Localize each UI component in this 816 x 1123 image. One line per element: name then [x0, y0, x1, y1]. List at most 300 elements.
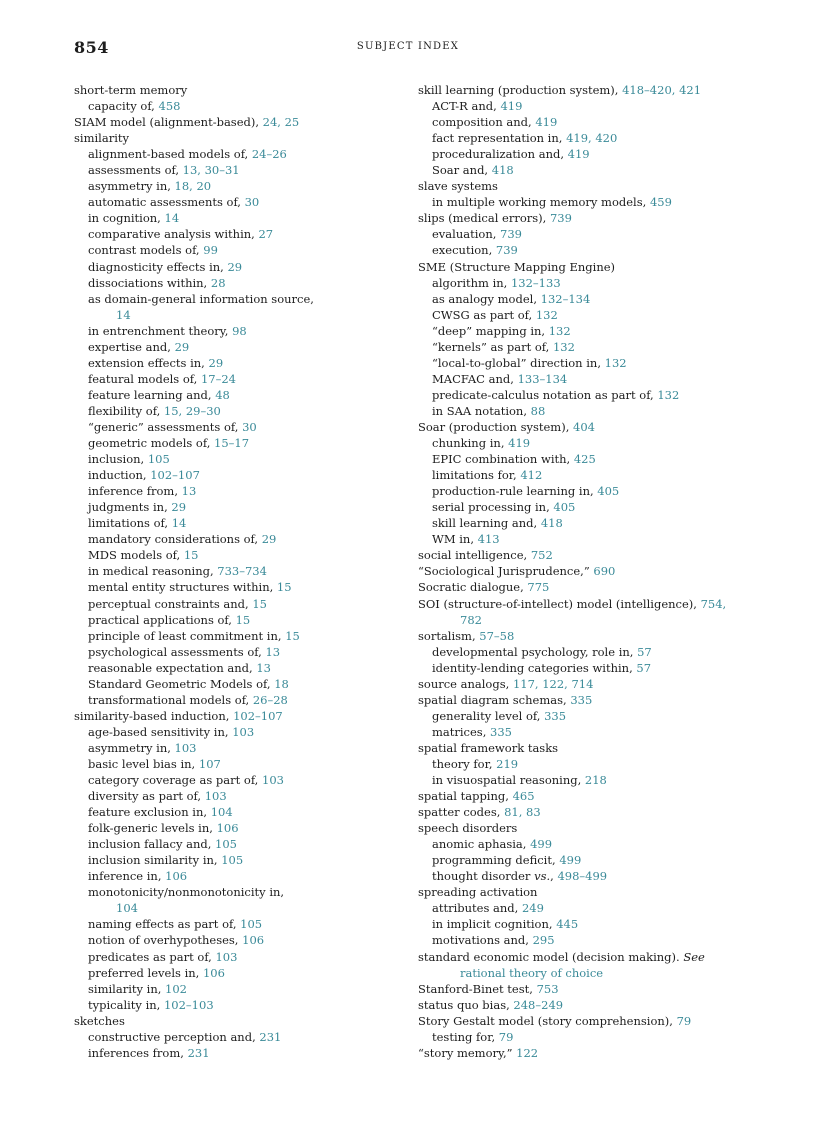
page-reference[interactable]: 29 — [261, 532, 277, 547]
page-reference[interactable]: 132 — [535, 307, 558, 322]
index-entry — [418, 628, 748, 644]
index-subentry — [74, 483, 400, 499]
page-reference[interactable]: 690 — [593, 564, 616, 579]
page-reference[interactable]: 419 — [500, 99, 523, 114]
entry-term: SOI (structure-of-intellect) model (intelligence), — [418, 596, 701, 611]
entry-term: reasonable expectation and, — [88, 660, 257, 675]
entry-term: skill learning (production system), — [418, 83, 623, 97]
index-subentry — [418, 708, 748, 724]
page-reference[interactable]: 425 — [573, 452, 596, 467]
entry-term: Stanford-Binet test, — [418, 981, 537, 996]
index-subentry — [74, 884, 400, 900]
page-reference[interactable]: 15 — [252, 596, 267, 611]
index-subentry — [418, 130, 748, 146]
page-reference[interactable]: 13, 30–31 — [182, 163, 240, 178]
page-reference[interactable]: 14 — [171, 516, 187, 531]
entry-term: spreading activation — [418, 885, 538, 900]
page-reference[interactable]: 459 — [649, 195, 672, 210]
index-subentry — [418, 435, 748, 451]
entry-term: “generic” assessments of, — [88, 419, 243, 434]
page-reference[interactable]: 335 — [490, 724, 512, 739]
index-subentry — [74, 547, 400, 563]
page-reference[interactable]: 105 — [240, 917, 263, 932]
page-reference[interactable]: 104 — [116, 901, 138, 916]
page-reference[interactable]: 249 — [521, 901, 544, 916]
index-subentry — [74, 788, 400, 804]
entry-term: inclusion, — [88, 452, 148, 467]
page-reference[interactable]: 106 — [242, 933, 265, 948]
page-reference[interactable]: 405 — [597, 484, 620, 499]
page-reference[interactable]: 98 — [232, 323, 247, 338]
page-reference[interactable]: 418 — [540, 516, 563, 531]
page-reference[interactable]: 499 — [530, 837, 553, 852]
page-reference[interactable]: 48 — [215, 387, 230, 402]
index-entry — [418, 210, 748, 226]
entry-term: judgments in, — [88, 500, 172, 515]
entry-term: constructive perception and, — [88, 1029, 260, 1044]
entry-term: notion of overhypotheses, — [88, 933, 243, 948]
page-reference[interactable]: 106 — [202, 965, 225, 980]
page-reference[interactable]: 102–107 — [233, 708, 283, 723]
index-entry — [418, 547, 748, 563]
index-subentry — [74, 323, 400, 339]
page-reference[interactable]: 103 — [215, 949, 238, 964]
page-reference[interactable]: 14 — [116, 307, 131, 322]
entry-term: WM in, — [432, 532, 478, 547]
page-reference[interactable]: 29 — [227, 259, 243, 274]
index-subentry — [418, 916, 748, 932]
entry-term: motivations and, — [432, 933, 533, 948]
entry-term: “deep” mapping in, — [432, 323, 549, 338]
page-reference[interactable]: 13 — [256, 660, 271, 675]
entry-term: as analogy model, — [432, 291, 541, 306]
entry-term: mental entity structures within, — [88, 580, 277, 595]
entry-term: comparative analysis within, — [88, 227, 259, 242]
entry-term: dissociations within, — [88, 275, 211, 290]
index-subentry — [74, 868, 400, 884]
index-subentry — [74, 612, 400, 628]
entry-term: inclusion similarity in, — [88, 853, 222, 868]
page-reference[interactable]: 419, 420 — [566, 131, 618, 146]
page-reference[interactable]: 103 — [174, 740, 197, 755]
entry-term: sketches — [74, 1013, 125, 1028]
page-reference[interactable]: 24, 25 — [262, 115, 300, 130]
page-reference[interactable]: 753 — [536, 981, 559, 996]
index-subentry — [74, 836, 400, 852]
index-subentry — [418, 836, 748, 852]
page-reference[interactable]: 412 — [520, 468, 543, 483]
page-reference[interactable]: 782 — [460, 612, 482, 627]
index-subentry — [74, 579, 400, 595]
index-column-left — [74, 82, 400, 1061]
index-entry-continuation — [74, 900, 400, 916]
index-subentry — [74, 1029, 400, 1045]
index-subentry — [74, 820, 400, 836]
page-reference[interactable]: 335 — [544, 708, 567, 723]
index-subentry — [74, 435, 400, 451]
entry-term: in SAA notation, — [432, 403, 531, 418]
entry-term: CWSG as part of, — [432, 307, 536, 322]
entry-term: induction, — [88, 468, 151, 483]
entry-term: transformational models of, — [88, 692, 253, 707]
page-reference[interactable]: 57–58 — [479, 628, 515, 643]
entry-term: production-rule learning in, — [432, 484, 598, 499]
index-subentry — [74, 419, 400, 435]
entry-term: Soar (production system), — [418, 419, 574, 434]
entry-term: skill learning and, — [432, 516, 541, 531]
page-reference[interactable]: 79 — [676, 1013, 692, 1028]
index-entry — [74, 130, 400, 146]
page-reference[interactable]: 105 — [221, 853, 244, 868]
index-subentry — [74, 740, 400, 756]
index-entry — [418, 579, 748, 595]
page-reference[interactable]: 498–499 — [557, 869, 608, 884]
entry-term: predicates as part of, — [88, 949, 216, 964]
entry-term: “local-to-global” direction in, — [432, 355, 605, 370]
index-subentry — [418, 146, 748, 162]
page-reference[interactable]: 57 — [636, 660, 652, 675]
entry-term: perceptual constraints and, — [88, 596, 253, 611]
page-reference[interactable]: 739 — [495, 243, 518, 258]
index-entry — [74, 1013, 400, 1029]
entry-term: slave systems — [418, 179, 498, 194]
entry-term: fact representation in, — [432, 131, 567, 146]
entry-term: feature exclusion in, — [88, 805, 211, 820]
index-entry — [418, 949, 748, 965]
index-subentry — [418, 194, 748, 210]
entry-term: inclusion fallacy and, — [88, 837, 216, 852]
page-reference[interactable]: 754, — [700, 596, 727, 611]
index-subentry — [418, 932, 748, 948]
page-reference[interactable]: 13 — [181, 484, 197, 499]
page-reference[interactable]: 18, 20 — [174, 179, 212, 194]
entry-term: spatter codes, — [418, 805, 505, 820]
entry-term: naming effects as part of, — [88, 917, 241, 932]
page-reference[interactable]: 13 — [265, 644, 281, 659]
index-subentry — [74, 644, 400, 660]
index-subentry — [74, 339, 400, 355]
entry-term: similarity — [74, 131, 129, 146]
entry-term: automatic assessments of, — [88, 195, 245, 210]
index-subentry — [74, 194, 400, 210]
page-reference[interactable]: 15 — [235, 612, 251, 627]
index-subentry — [74, 387, 400, 403]
page-reference[interactable]: 733–734 — [217, 564, 267, 579]
entry-term: basic level bias in, — [88, 756, 199, 771]
entry-term: predicate-calculus notation as part of, — [432, 387, 658, 402]
index-subentry — [74, 467, 400, 483]
entry-term: anomic aphasia, — [432, 837, 531, 852]
page-reference[interactable]: 133–134 — [517, 371, 568, 386]
entry-term: similarity in, — [88, 981, 166, 996]
entry-term: asymmetry in, — [88, 740, 175, 755]
index-subentry — [74, 499, 400, 515]
index-subentry — [418, 499, 748, 515]
index-subentry — [74, 756, 400, 772]
page-reference[interactable]: 24–26 — [251, 147, 287, 162]
page-reference[interactable]: 295 — [532, 933, 555, 948]
page-number: 854 — [74, 38, 109, 57]
index-subentry — [74, 275, 400, 291]
index-subentry — [74, 852, 400, 868]
page-reference[interactable]: 231 — [259, 1029, 282, 1044]
page-reference[interactable]: 739 — [549, 211, 572, 226]
page-reference[interactable]: 218 — [584, 773, 607, 788]
index-subentry — [418, 387, 748, 403]
entry-term: “story memory,” — [418, 1045, 517, 1060]
entry-term: thought disorder — [432, 869, 535, 884]
page-reference[interactable]: 404 — [573, 419, 595, 434]
entry-term: in cognition, — [88, 211, 165, 226]
page-reference[interactable]: 465 — [512, 789, 535, 804]
page-reference[interactable]: 106 — [216, 821, 239, 836]
index-subentry — [74, 596, 400, 612]
index-subentry — [74, 291, 400, 307]
index-entry — [418, 676, 748, 692]
page-reference[interactable]: 117, 122, 714 — [512, 676, 594, 691]
entry-term: execution, — [432, 243, 496, 258]
index-subentry — [418, 644, 748, 660]
page-reference[interactable]: 18 — [274, 676, 289, 691]
entry-term: standard economic model (decision making). — [418, 949, 684, 964]
entry-term: in multiple working memory models, — [432, 195, 650, 210]
page-reference[interactable]: 102–107 — [150, 468, 200, 483]
index-subentry — [418, 403, 748, 419]
index-subentry — [418, 98, 748, 114]
entry-term: algorithm in, — [432, 275, 511, 290]
index-subentry — [74, 355, 400, 371]
see-reference: See — [683, 949, 705, 964]
index-entry — [418, 1013, 748, 1029]
index-subentry — [74, 563, 400, 579]
entry-term: sortalism, — [418, 628, 480, 643]
page-reference[interactable]: 122 — [516, 1045, 539, 1060]
entry-term: Soar and, — [432, 163, 492, 178]
index-subentry — [418, 900, 748, 916]
index-entry — [418, 1045, 748, 1061]
page-reference[interactable]: 81, 83 — [504, 805, 541, 820]
page-reference[interactable]: 104 — [210, 805, 233, 820]
entry-term: in visuospatial reasoning, — [432, 773, 585, 788]
entry-term: EPIC combination with, — [432, 452, 574, 467]
page-reference[interactable]: 105 — [147, 452, 170, 467]
page-reference[interactable]: 106 — [165, 869, 188, 884]
entry-term: ACT-R and, — [432, 99, 501, 114]
page-reference[interactable]: 15 — [276, 580, 292, 595]
entry-term: mandatory considerations of, — [88, 532, 262, 547]
entry-term: testing for, — [432, 1029, 499, 1044]
index-subentry — [74, 1045, 400, 1061]
cross-reference-link[interactable]: rational theory of choice — [460, 965, 604, 980]
entry-term: in implicit cognition, — [432, 917, 557, 932]
entry-term: MACFAC and, — [432, 371, 518, 386]
page-reference[interactable]: 499 — [559, 853, 582, 868]
entry-term: diversity as part of, — [88, 789, 205, 804]
entry-term: contrast models of, — [88, 243, 204, 258]
entry-term: geometric models of, — [88, 436, 215, 451]
index-subentry — [74, 660, 400, 676]
index-entry — [418, 804, 748, 820]
index-subentry — [74, 98, 400, 114]
entry-term: SME (Structure Mapping Engine) — [418, 259, 616, 274]
index-subentry — [74, 451, 400, 467]
page-reference[interactable]: 132–133 — [510, 275, 561, 290]
entry-term: chunking in, — [432, 436, 509, 451]
index-subentry — [418, 371, 748, 387]
page-reference[interactable]: 335 — [570, 692, 593, 707]
page-reference[interactable]: 27 — [258, 227, 274, 242]
index-subentry — [74, 965, 400, 981]
entry-term: flexibility of, — [88, 403, 164, 418]
page-reference[interactable]: 102 — [165, 981, 187, 996]
index-subentry — [418, 275, 748, 291]
page-reference[interactable]: 419 — [567, 147, 590, 162]
index-subentry — [74, 692, 400, 708]
entry-term: limitations for, — [432, 468, 521, 483]
index-subentry — [74, 242, 400, 258]
entry-term: category coverage as part of, — [88, 773, 262, 788]
index-subentry — [418, 307, 748, 323]
entry-term: alignment-based models of, — [88, 147, 252, 162]
entry-term: programming deficit, — [432, 853, 560, 868]
entry-term: Standard Geometric Models of, — [88, 676, 275, 691]
running-head: SUBJECT INDEX — [356, 41, 460, 52]
page-reference[interactable]: 88 — [530, 403, 546, 418]
page-reference[interactable]: 445 — [556, 917, 579, 932]
entry-term: attributes and, — [432, 901, 522, 916]
page-reference[interactable]: 30 — [244, 195, 260, 210]
page-reference[interactable]: 132 — [552, 339, 575, 354]
index-entry-continuation — [74, 307, 400, 323]
page-reference[interactable]: 17–24 — [200, 371, 236, 386]
page-reference[interactable]: 219 — [496, 756, 519, 771]
page-reference[interactable]: 15, 29–30 — [163, 403, 221, 418]
entry-term: slips (medical errors), — [418, 211, 550, 226]
page-reference[interactable]: 132 — [548, 323, 571, 338]
entry-term: in medical reasoning, — [88, 564, 218, 579]
index-subentry — [418, 451, 748, 467]
index-subentry — [74, 997, 400, 1013]
page-reference[interactable]: 15–17 — [214, 436, 250, 451]
index-entry — [418, 788, 748, 804]
index-subentry — [74, 981, 400, 997]
index-subentry — [418, 724, 748, 740]
entry-term: typicality in, — [88, 997, 164, 1012]
page-reference[interactable]: 413 — [477, 532, 500, 547]
index-subentry — [74, 932, 400, 948]
page-reference[interactable]: 132 — [604, 355, 627, 370]
index-entry — [418, 419, 748, 435]
index-subentry — [418, 483, 748, 499]
index-subentry — [418, 660, 748, 676]
index-entry — [418, 259, 748, 275]
index-subentry — [418, 531, 748, 547]
entry-term: practical applications of, — [88, 612, 236, 627]
index-subentry — [418, 162, 748, 178]
page-reference[interactable]: 105 — [215, 837, 237, 852]
page-reference[interactable]: 26–28 — [252, 692, 288, 707]
page-reference[interactable]: 752 — [530, 548, 553, 563]
index-subentry — [74, 724, 400, 740]
entry-term: inferences from, — [88, 1045, 188, 1060]
index-subentry — [74, 676, 400, 692]
page-reference[interactable]: 29 — [208, 355, 224, 370]
index-entry-continuation — [418, 965, 748, 981]
entry-term: asymmetry in, — [88, 179, 175, 194]
index-subentry — [74, 949, 400, 965]
index-entry — [418, 820, 748, 836]
page-reference[interactable]: 57 — [637, 644, 652, 659]
page-reference[interactable]: 419 — [535, 115, 558, 130]
index-entry — [74, 708, 400, 724]
page-reference[interactable]: 418–420, 421 — [622, 83, 702, 97]
page-reference[interactable]: 29 — [171, 500, 187, 515]
index-entry — [418, 981, 748, 997]
entry-term: identity-lending categories within, — [432, 660, 637, 675]
page-reference[interactable]: 132 — [657, 387, 680, 402]
index-entry — [418, 692, 748, 708]
entry-separator: , — [550, 869, 558, 884]
entry-term: short-term memory — [74, 83, 188, 97]
page-reference[interactable]: 248–249 — [513, 997, 564, 1012]
index-entry — [418, 82, 748, 98]
page-reference[interactable]: 739 — [500, 227, 522, 242]
page-reference[interactable]: 107 — [198, 756, 221, 771]
page-reference[interactable]: 132–134 — [540, 291, 591, 306]
index-entry — [74, 82, 400, 98]
index-subentry — [418, 515, 748, 531]
entry-term: MDS models of, — [88, 548, 184, 563]
page-reference[interactable]: 419 — [508, 436, 531, 451]
page-reference[interactable]: 15 — [285, 628, 300, 643]
page-reference[interactable]: 99 — [203, 243, 218, 258]
index-subentry — [418, 756, 748, 772]
page-reference[interactable]: 775 — [527, 580, 550, 595]
index-subentry — [74, 772, 400, 788]
page-reference[interactable]: 14 — [164, 211, 180, 226]
page-reference[interactable]: 418 — [491, 163, 514, 178]
page-reference[interactable]: 458 — [158, 99, 181, 114]
entry-term: spatial framework tasks — [418, 740, 559, 755]
entry-term: preferred levels in, — [88, 965, 203, 980]
entry-term: evaluation, — [432, 227, 501, 242]
entry-term: inference from, — [88, 484, 182, 499]
index-subentry — [74, 162, 400, 178]
page-reference[interactable]: 30 — [242, 419, 257, 434]
page-reference[interactable]: 103 — [262, 773, 284, 788]
page-reference[interactable]: 103 — [204, 789, 227, 804]
index-subentry — [74, 531, 400, 547]
entry-term: developmental psychology, role in, — [432, 644, 638, 659]
page-reference[interactable]: 231 — [187, 1045, 210, 1060]
index-subentry — [418, 114, 748, 130]
index-entry — [418, 740, 748, 756]
page-reference[interactable]: 28 — [210, 275, 226, 290]
page-reference[interactable]: 103 — [232, 724, 255, 739]
page-reference[interactable]: 405 — [553, 500, 576, 515]
entry-term: principle of least commitment in, — [88, 628, 286, 643]
page-reference[interactable]: 102–103 — [163, 997, 214, 1012]
index-entry — [418, 563, 748, 579]
index-subentry — [74, 804, 400, 820]
page-reference[interactable]: 79 — [498, 1029, 514, 1044]
index-column-right — [418, 82, 748, 1061]
entry-term: spatial diagram schemas, — [418, 692, 571, 707]
page-reference[interactable]: 29 — [174, 339, 190, 354]
index-subentry — [74, 146, 400, 162]
page-header — [74, 38, 742, 60]
page-reference[interactable]: 15 — [183, 548, 199, 563]
